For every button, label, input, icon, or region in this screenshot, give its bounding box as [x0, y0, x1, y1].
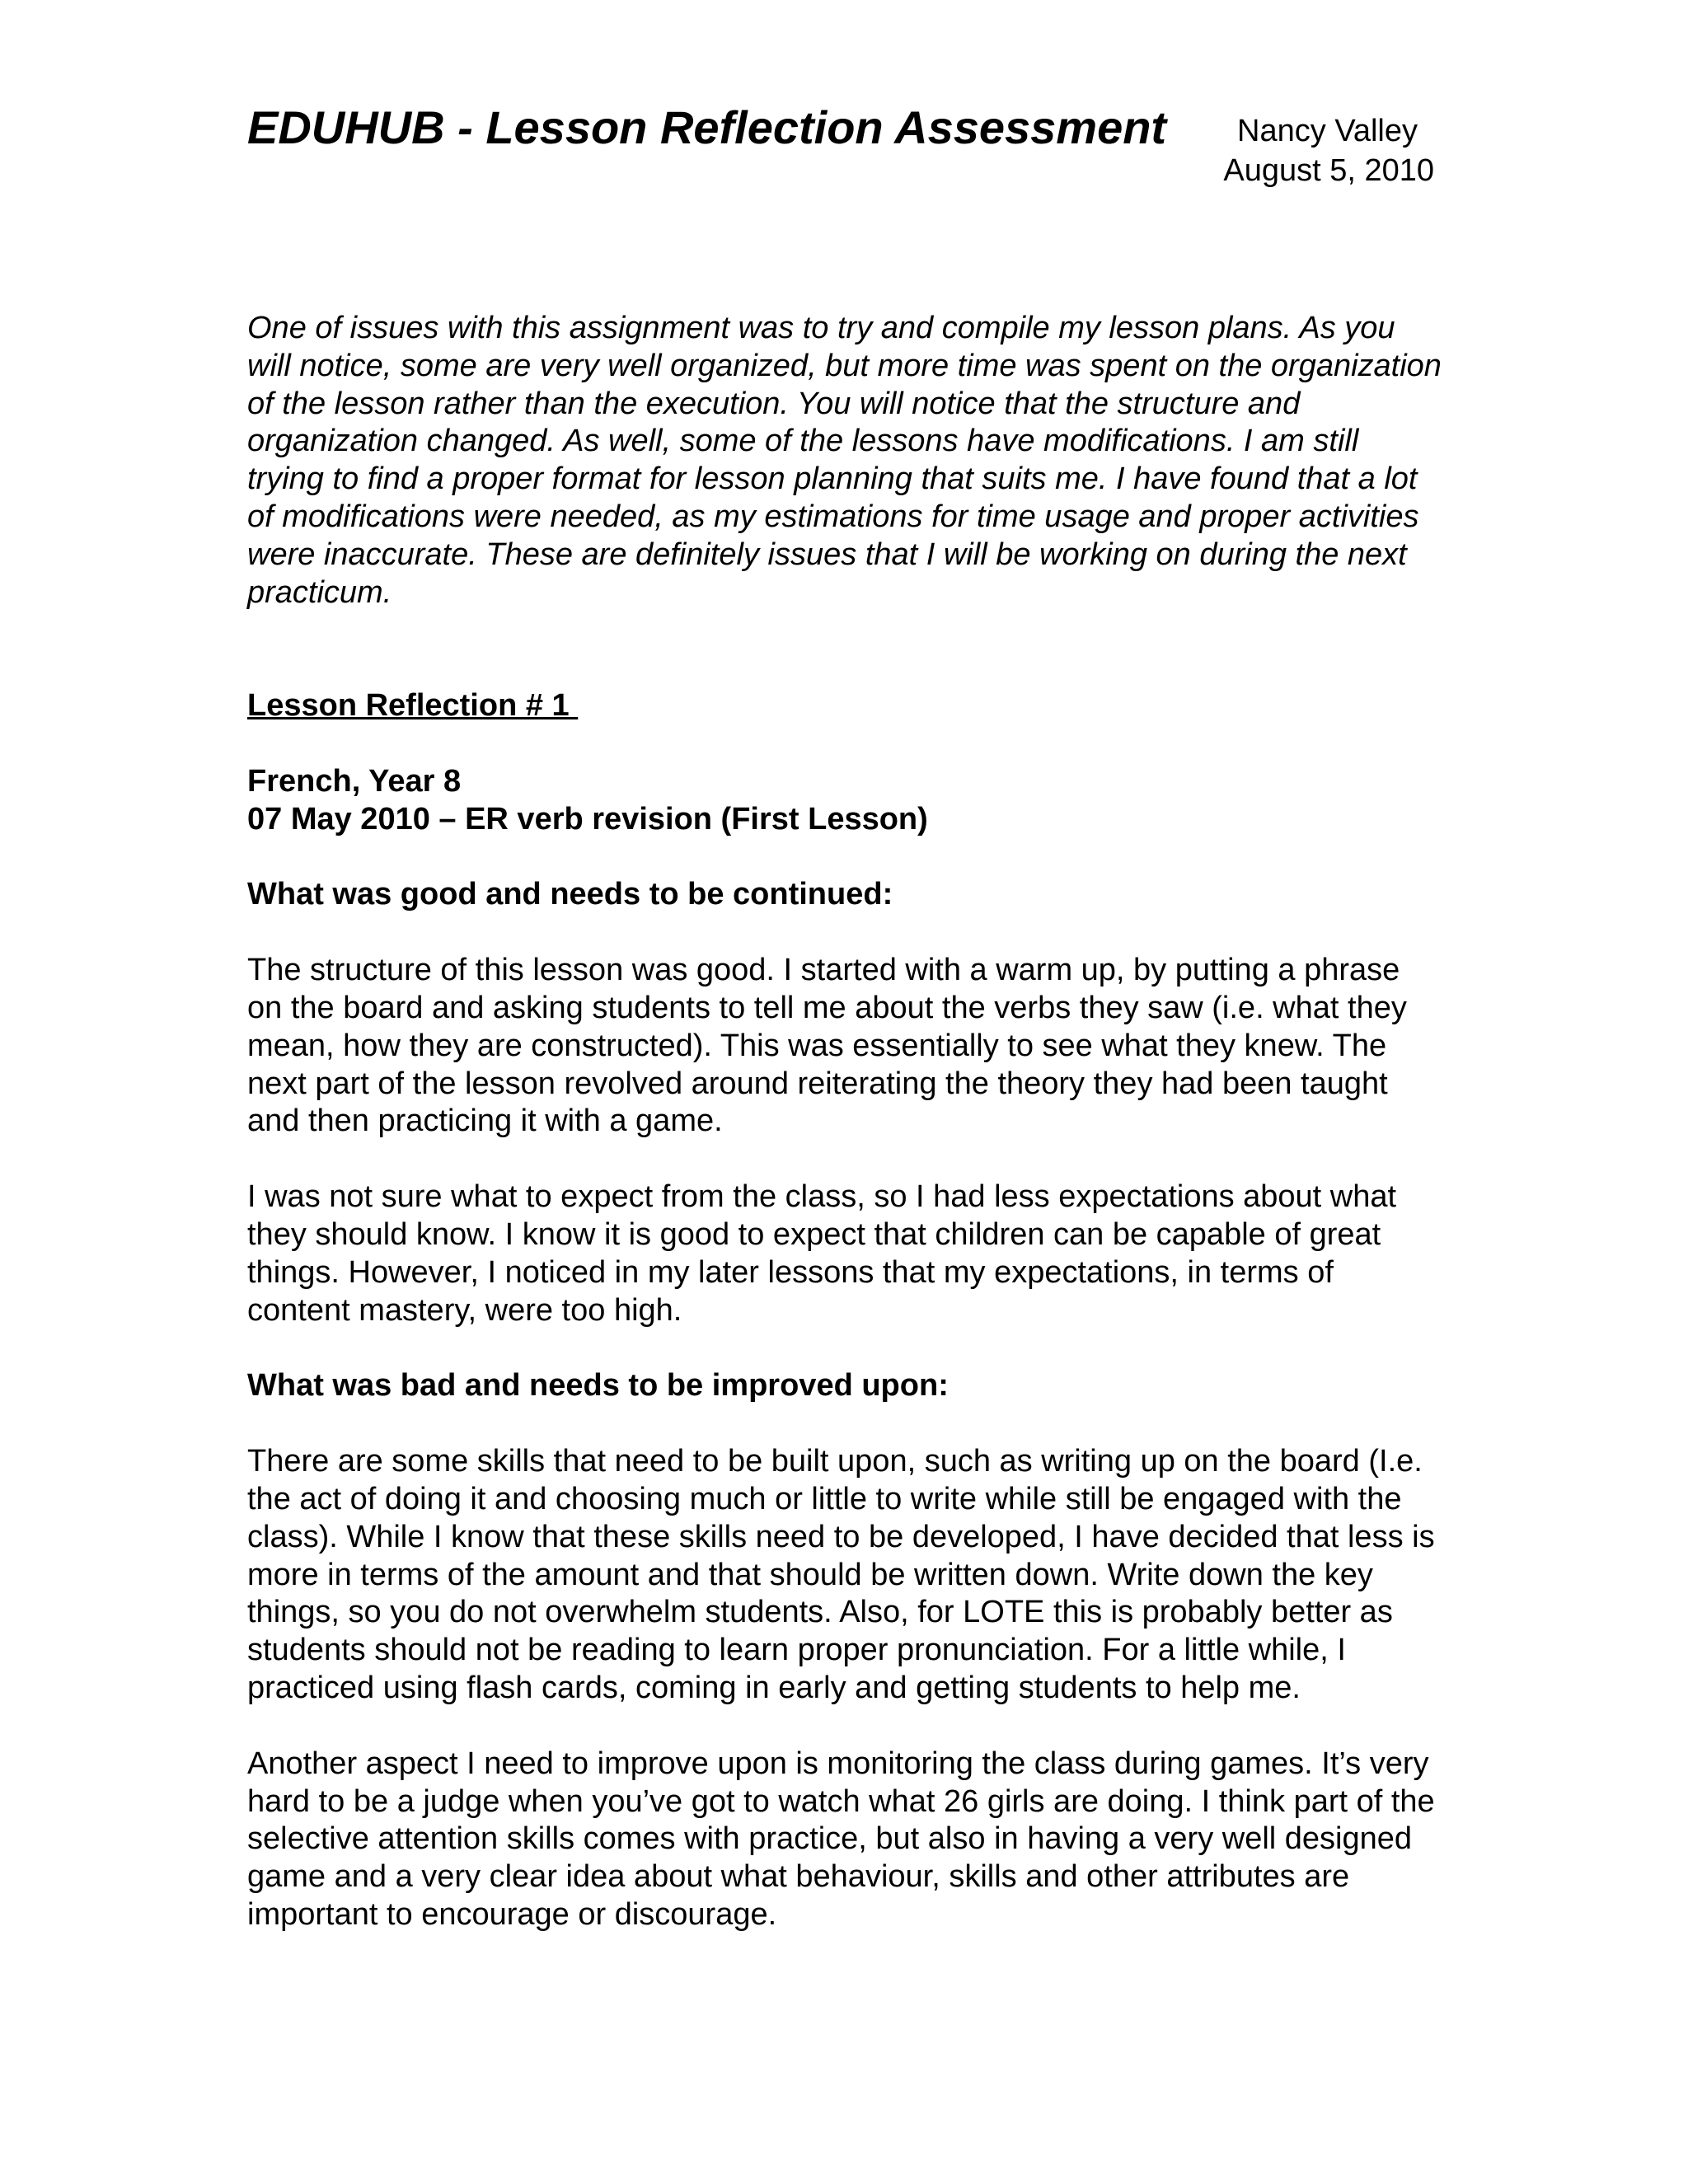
bad-paragraph: Another aspect I need to improve upon is monitoring the class during games. It’s very hard to be a judge when you’ve got to watch what 26 girls are doing. I think part of the selective attention skills comes with practice, but also in having a very well designed game and a very clear idea about what behaviour, skills and other attributes are important to encourage or discourage.: [247, 1746, 1435, 1932]
document-title: EDUHUB - Lesson Reflection Assessment: [247, 101, 1167, 153]
reflection-heading: Lesson Reflection # 1: [247, 688, 579, 723]
good-paragraph: I was not sure what to expect from the class, so I had less expectations about what they should know. I know it is good to expect that children can be capable of great things. However, I noticed in my later lessons that my expectations, in terms of content mastery, were too high.: [247, 1179, 1397, 1328]
lesson-info: [247, 763, 1442, 839]
bad-paragraph: There are some skills that need to be built upon, such as writing up on the board (I.e. the act of doing it and choosing much or little to write while still be engaged with the class). While I know that these skills need to be developed, I have decided that less is more in terms of the amount and that should be written down. Write down the key things, so you do not overwhelm students. Also, for LOTE this is probably better as students should not be reading to learn proper pronunciation. For a little while, I practiced using flash cards, coming in early and getting students to help me.: [247, 1444, 1435, 1705]
bad-section-heading: What was bad and needs to be improved upon:: [247, 1368, 949, 1404]
lesson-date-topic: 07 May 2010 – ER verb revision (First Lesson): [247, 801, 928, 837]
author-block: [1223, 111, 1434, 190]
lesson-subject: French, Year 8: [247, 763, 462, 799]
good-paragraph: The structure of this lesson was good. I started with a warm up, by putting a phrase on the board and asking students to tell me about the verbs they saw (i.e. what they mean, how they are constructed). This was essentially to see what they knew. The next part of the lesson revolved around reiterating the theory they had been taught and then practicing it with a game.: [247, 953, 1407, 1139]
document-header: [247, 99, 1434, 206]
document-date: August 5, 2010: [1223, 153, 1434, 188]
author-name: Nancy Valley: [1237, 114, 1418, 148]
good-section-heading: What was good and needs to be continued:: [247, 877, 893, 912]
lesson-reflection-section: [247, 687, 1442, 1934]
intro-paragraph: One of issues with this assignment was to try and compile my lesson plans. As you will notice, some are very well organized, but more time was spent on the organization of the lesson rather than the execution. You will notice that the structure and organization changed. As well, some of the lessons have modifications. I am still trying to find a proper format for lesson planning that suits me. I have found that a lot of modifications were needed, as my estimations for time usage and proper activities were inaccurate. These are definitely issues that I will be working on during the next practicum.: [247, 311, 1442, 610]
